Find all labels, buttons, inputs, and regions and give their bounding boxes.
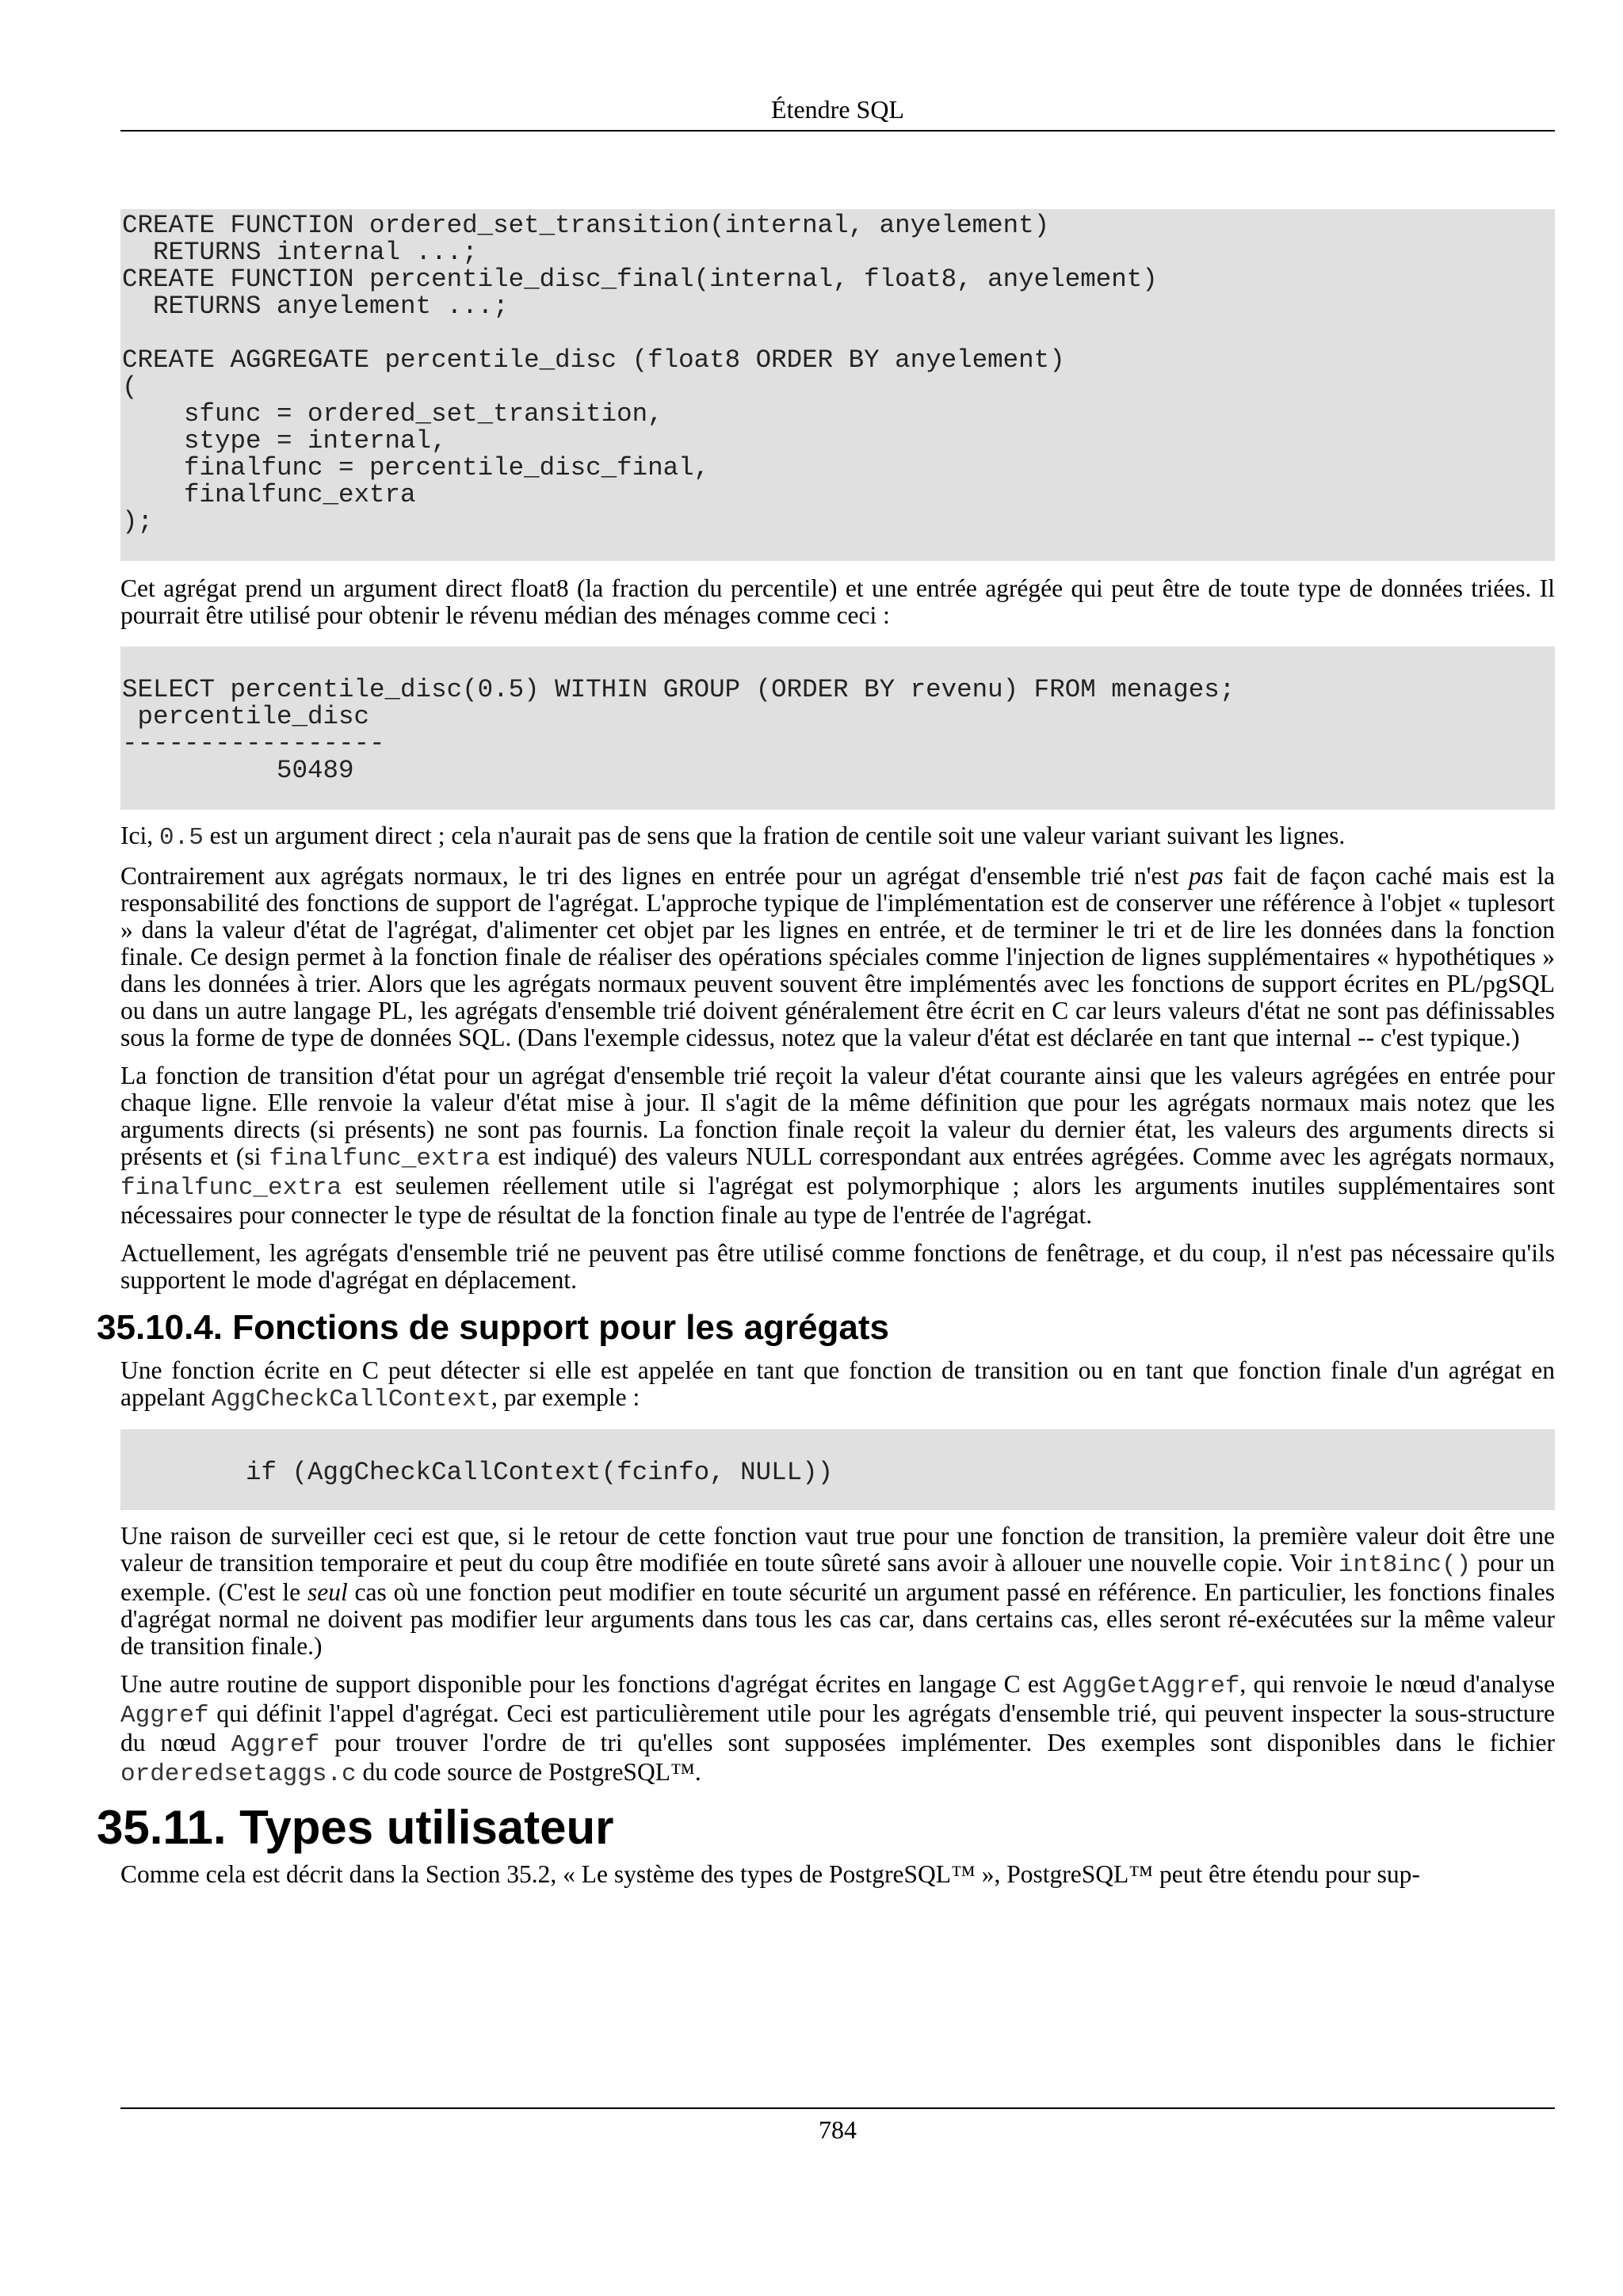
footer-rule xyxy=(120,2107,1555,2109)
page-content xyxy=(97,209,1556,1888)
paragraph-transition-value: Une raison de surveiller ceci est que, si le retour de cette fonction vaut true pour une fonction de transition, la première valeur doit être une valeur de transition temporaire et peut du coup être modifiée en toute sûreté sans avoir à allouer une nouvelle copie. Voir int8inc() pour un exemple. (C'est le seul cas où une fonction peut modifier en toute sécurité un argument passé en référence. En particulier, les fonctions finales d'agrégat normal ne doivent pas modifier leur arguments dans tous les cas car, dans certains cas, elles seront ré-exécutées sur la même valeur de transition finale.) xyxy=(120,1522,1555,1660)
page-number: 784 xyxy=(819,2115,857,2144)
code-block-aggcheckcallcontext: if (AggCheckCallContext(fcinfo, NULL)) xyxy=(120,1429,1555,1510)
section-heading-support-functions: 35.10.4. Fonctions de support pour les agrégats xyxy=(97,1308,890,1347)
paragraph-sorting-responsibility: Contrairement aux agrégats normaux, le tri des lignes en entrée pour un agrégat d'ensemble trié n'est pas fait de façon caché mais est la responsabilité des fonctions de support de l'agrégat. L'approche typique de l'implémentation est de conserver une référence à l'objet « tuplesort » dans la valeur d'état de l'agrégat, d'alimenter cet objet par les lignes en entrée, et de terminer le tri et de lire les données dans la fonction finale. Ce design permet à la fonction finale de réaliser des opérations spéciales comme l'injection de lignes supplémentaires « hypothétiques » dans les données à trier. Alors que les agrégats normaux peuvent souvent être implémentés avec les fonctions de support écrites en PL/pgSQL ou dans un autre langage PL, les agrégats d'ensemble trié doivent généralement être écrit en C car leurs valeurs d'état ne sont pas définissables sous la forme de type de données SQL. (Dans l'exemple cidessus, notez que la valeur d'état est déclarée en tant que internal -- c'est typique.) xyxy=(120,862,1555,1051)
paragraph-aggcheckcallcontext: Une fonction écrite en C peut détecter si elle est appelée en tant que fonction de transition ou en tant que fonction finale d'un agrégat en appelant AggCheckCallContext, par exemple : xyxy=(120,1356,1555,1413)
header-rule xyxy=(120,130,1555,132)
running-header: Étendre SQL xyxy=(771,95,904,124)
paragraph-aggregate-description: Cet agrégat prend un argument direct float8 (la fraction du percentile) et une entrée agrégée qui peut être de toute type de données triées. Il pourrait être utilisé pour obtenir le révenu médian des ménages comme ceci : xyxy=(120,574,1555,629)
paragraph-agggetaggref: Une autre routine de support disponible pour les fonctions d'agrégat écrites en langage C est AggGetAggref, qui renvoie le nœud d'analyse Aggref qui définit l'appel d'agrégat. Ceci est particulièrement utile pour les agrégats d'ensemble trié, qui peuvent inspecter la sous-structure du nœud Aggref pour trouver l'ordre de tri qu'elles sont supposées implémenter. Des exemples sont disponibles dans le fichier orderedsetaggs.c du code source de PostgreSQL™. xyxy=(120,1670,1556,1788)
paragraph-window-functions: Actuellement, les agrégats d'ensemble trié ne peuvent pas être utilisé comme fonctions de fenêtrage, et du coup, il n'est pas nécessaire qu'ils supportent le mode d'agrégat en déplacement. xyxy=(120,1239,1555,1294)
code-block-select-percentile: SELECT percentile_disc(0.5) WITHIN GROUP (ORDER BY revenu) FROM menages; percentile_disc ----------------- 50489 xyxy=(120,646,1555,810)
code-block-create-aggregate: CREATE FUNCTION ordered_set_transition(internal, anyelement) RETURNS internal ...; CREATE FUNCTION percentile_disc_final(internal, float8, anyelement) RETURNS anyelement ...; CREATE AGGREGATE percentile_disc (float8 ORDER BY anyelement) ( sfunc = ordered_set_transition, stype = internal, finalfunc = percentile_disc_final, finalfunc_extra ); xyxy=(120,209,1555,561)
paragraph-user-types-intro: Comme cela est décrit dans la Section 35.2, « Le système des types de PostgreSQL™ », PostgreSQL™ peut être étendu pour sup- xyxy=(120,1860,1420,1888)
paragraph-state-transition: La fonction de transition d'état pour un agrégat d'ensemble trié reçoit la valeur d'état courante ainsi que les valeurs agrégées en entrée pour chaque ligne. Elle renvoie la valeur d'état mise à jour. Il s'agit de la même définition que pour les agrégats normaux mais notez que les arguments directs (si présents) ne sont pas fournis. La fonction finale reçoit la valeur du dernier état, les valeurs des arguments directs si présents et (si finalfunc_extra est indiqué) des valeurs NULL correspondant aux entrées agrégées. Comme avec les agrégats normaux, finalfunc_extra est seulemen réellement utile si l'agrégat est polymorphique ; alors les arguments inutiles supplémentaires sont nécessaires pour connecter le type de résultat de la fonction finale au type de l'entrée de l'agrégat. xyxy=(120,1062,1555,1229)
paragraph-direct-argument: Ici, 0.5 est un argument direct ; cela n'aurait pas de sens que la fration de centile soit une valeur variant suivant les lignes. xyxy=(120,822,1346,852)
section-heading-user-types: 35.11. Types utilisateur xyxy=(97,1801,614,1854)
